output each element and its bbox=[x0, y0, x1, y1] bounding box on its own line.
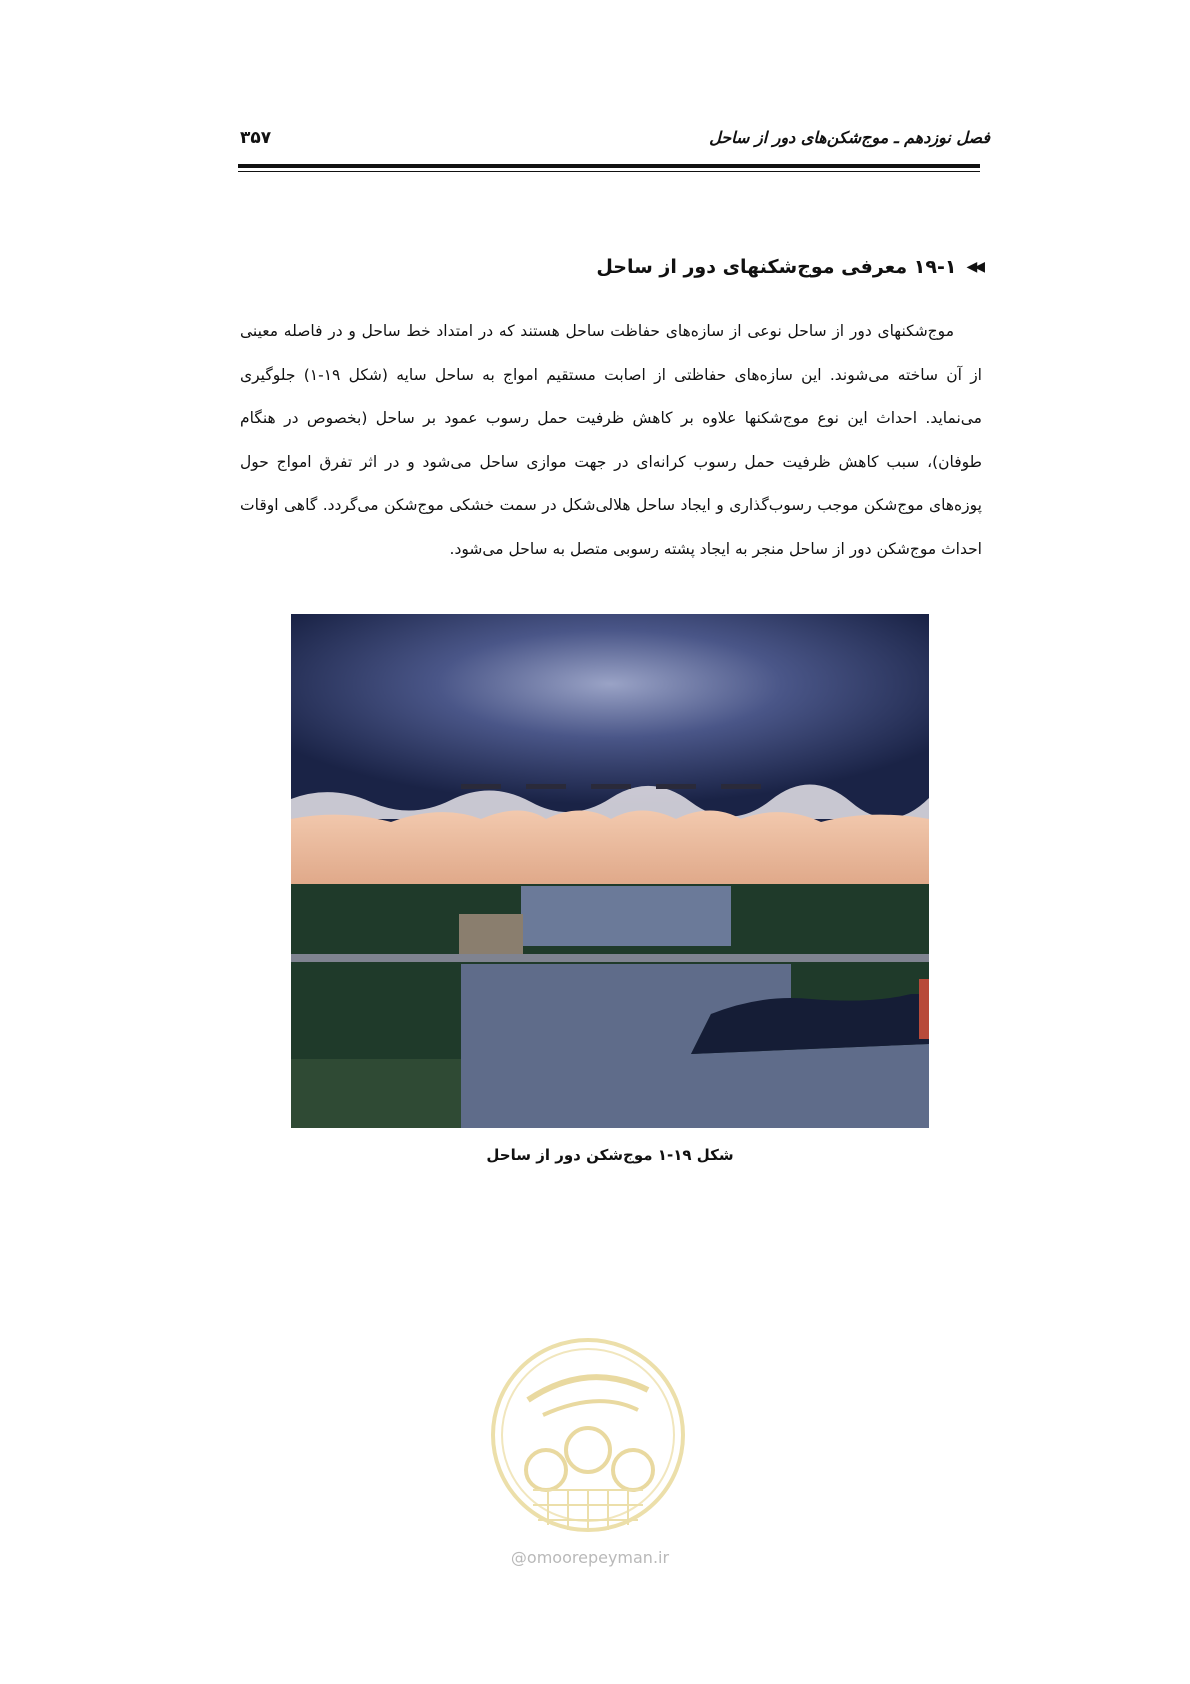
header-rule-thick bbox=[238, 164, 980, 168]
section-heading bbox=[596, 256, 982, 278]
body-text bbox=[240, 310, 982, 571]
figure-caption: شکل ۱۹-۱ موج‌شکن دور از ساحل bbox=[486, 1146, 734, 1164]
aerial-photo bbox=[291, 614, 929, 1128]
body-paragraph: موج‌شکنهای دور از ساحل نوعی از سازه‌های حفاظت ساحل هستند که در امتداد خط ساحل و در فاصله معینی از آن ساخته می‌شوند. این سازه‌های حفاظتی از اصابت مستقیم امواج به ساحل سایه (شکل ۱۹-۱) جلوگیری می‌نماید. احداث این نوع موج‌شکنها علاوه بر کاهش ظرفیت حمل رسوب عمود بر ساحل (بخصوص در هنگام طوفان)، سبب کاهش ظرفیت حمل رسوب کرانه‌ای در جهت موازی ساحل می‌شود و در اثر تفرق امواج حول پوزه‌های موج‌شکن موجب رسوب‌گذاری و ایجاد ساحل هلالی‌شکل در سمت خشکی موج‌شکن می‌گردد. گاهی اوقات احداث موج‌شکن دور از ساحل منجر به ایجاد پشته رسوبی متصل به ساحل می‌شود. bbox=[240, 322, 982, 558]
header-rule-thin bbox=[238, 171, 980, 172]
double-arrow-icon: ◀◀ bbox=[966, 259, 982, 275]
chapter-title: فصل نوزدهم ـ موج‌شکن‌های دور از ساحل bbox=[709, 128, 990, 147]
section-heading-text: ۱۹-۱ معرفی موج‌شکنهای دور از ساحل bbox=[596, 256, 957, 278]
watermark-url: @omoorepeyman.ir bbox=[510, 1548, 670, 1567]
page-number: ۳۵۷ bbox=[240, 128, 272, 148]
watermark-logo bbox=[488, 1320, 688, 1570]
